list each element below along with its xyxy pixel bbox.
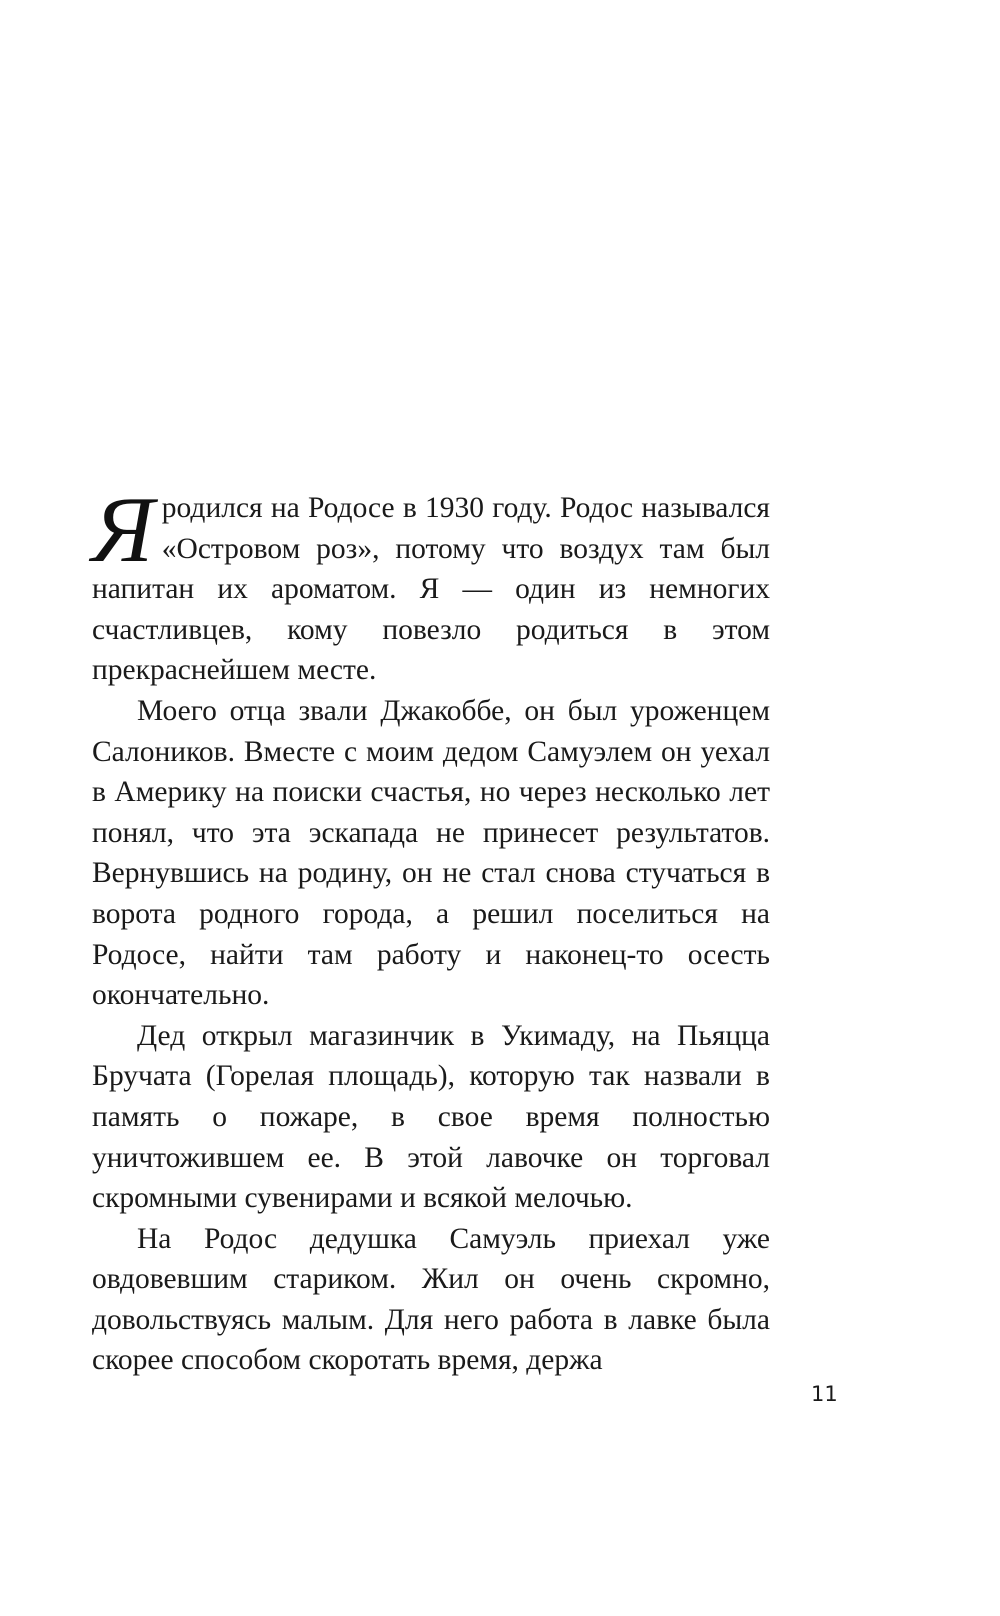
- page-number: 11: [811, 1382, 838, 1406]
- paragraph-3: Дед открыл магазинчик в Укимаду, на Пьяцца Бручата (Горелая площадь), которую так назвали в память о пожаре, в свое время полностью уничтожившем ее. В этой лавочке он торговал скромными сувенирами и всякой мелочью.: [92, 1019, 770, 1215]
- paragraph-2: Моего отца звали Джакоббе, он был уроженцем Салоников. Вместе с моим дедом Самуэлем он уехал в Америку на поиски счастья, но через несколько лет понял, что эта эскапада не принесет результатов. Вернувшись на родину, он не стал снова стучаться в ворота родного города, а решил поселиться на Родосе, найти там работу и наконец-то осесть окончательно.: [92, 694, 770, 1012]
- body-text: [92, 478, 770, 1381]
- paragraph-1: [92, 478, 770, 691]
- paragraph-4: На Родос дедушка Самуэль приехал уже овдовевшим стариком. Жил он очень скромно, довольствуясь малым. Для него работа в лавке была скорее способом скоротать время, держа: [92, 1222, 770, 1377]
- drop-cap-letter: Я: [92, 478, 154, 582]
- paragraph-1-text: родился на Родосе в 1930 году. Родос назывался «Островом роз», потому что воздух там был напитан их ароматом. Я — один из немногих счастливцев, кому повезло родиться в этом прекраснейшем месте.: [92, 492, 770, 687]
